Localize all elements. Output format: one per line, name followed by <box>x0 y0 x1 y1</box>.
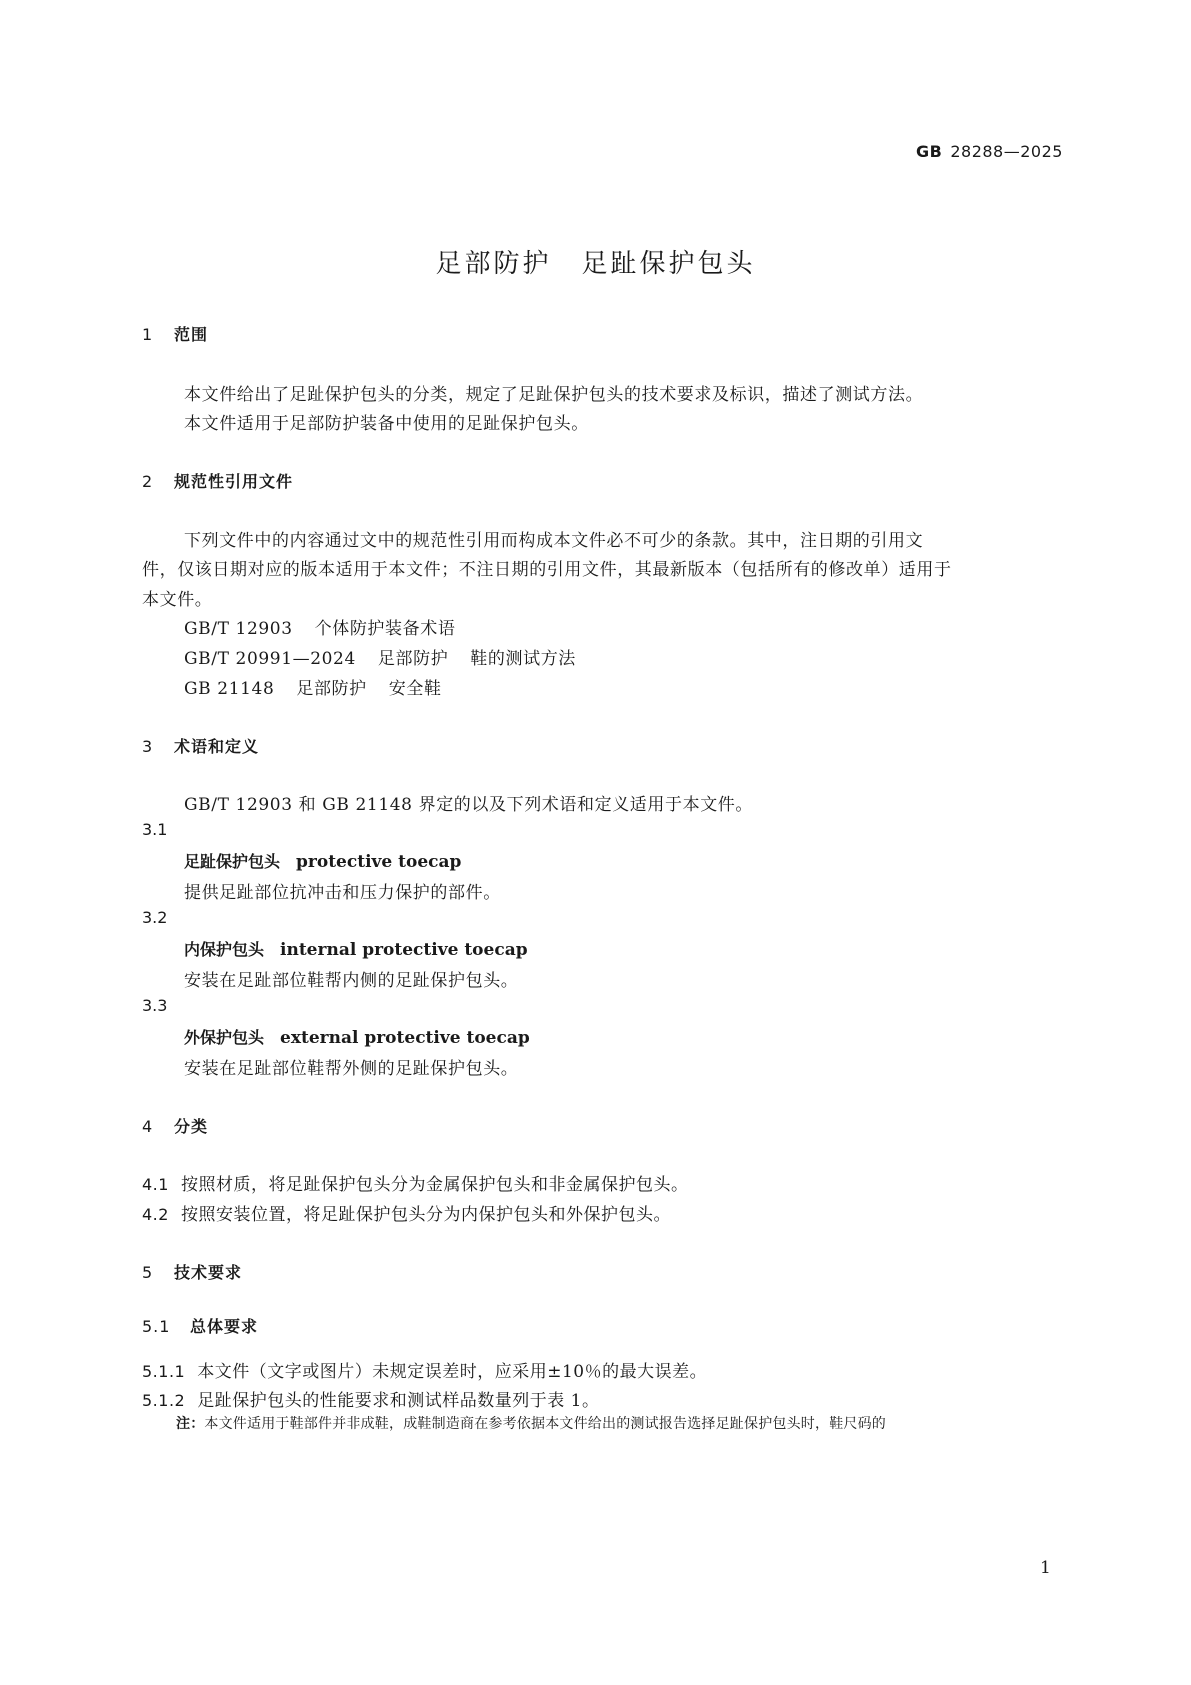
section-2-paragraph-line1: 下列文件中的内容通过文中的规范性引用而构成本文件必不可少的条款。其中，注日期的引用文 <box>184 531 924 551</box>
reference-code: GB 21148 <box>184 679 275 699</box>
clause-text: 按照安装位置，将足趾保护包头分为内保护包头和外保护包头。 <box>180 1205 671 1225</box>
clause-number: 4.1 <box>142 1175 169 1194</box>
reference-code: GB/T 20991—2024 <box>184 649 356 669</box>
clause-5-1-2 <box>142 1386 599 1411</box>
section-3-heading: 3 术语和定义 <box>142 737 260 756</box>
note-text: 本文件适用于鞋部件并非成鞋，成鞋制造商在参考依据本文件给出的测试报告选择足趾保护包头时，鞋尺码的 <box>204 1416 887 1432</box>
term-name-en: protective toecap <box>296 852 462 872</box>
term-name <box>184 1025 530 1048</box>
document-number <box>916 142 1063 161</box>
section-1-paragraph-1: 本文件给出了足趾保护包头的分类，规定了足趾保护包头的技术要求及标识，描述了测试方法。 <box>184 385 924 405</box>
term-name <box>184 937 528 960</box>
term-definition: 安装在足趾部位鞋帮外侧的足趾保护包头。 <box>184 1059 519 1079</box>
term-name-en: internal protective toecap <box>280 940 528 960</box>
term-definition: 提供足趾部位抗冲击和压力保护的部件。 <box>184 883 501 903</box>
term-name-zh: 足趾保护包头 <box>184 852 281 871</box>
reference-title: 足部防护 <box>296 679 367 699</box>
section-2-paragraph-line3: 本文件。 <box>142 590 213 610</box>
reference-item <box>184 644 576 669</box>
clause-4-2 <box>142 1200 671 1225</box>
term-definition: 安装在足趾部位鞋帮内侧的足趾保护包头。 <box>184 971 519 991</box>
reference-title-2: 鞋的测试方法 <box>470 649 576 669</box>
page-title <box>0 243 1191 280</box>
title-part2: 足趾保护包头 <box>581 249 756 279</box>
clause-text: 本文件（文字或图片）未规定误差时，应采用±10％的最大误差。 <box>197 1362 708 1382</box>
reference-title: 足部防护 <box>377 649 449 669</box>
reference-item <box>184 674 442 699</box>
term-name-zh: 外保护包头 <box>184 1028 265 1047</box>
clause-number: 5.1.1 <box>142 1362 186 1381</box>
clause-text: 按照材质，将足趾保护包头分为金属保护包头和非金属保护包头。 <box>180 1175 689 1195</box>
clause-number: 5.1.2 <box>142 1391 186 1410</box>
section-2-paragraph-line2: 件，仅该日期对应的版本适用于本文件；不注日期的引用文件，其最新版本（包括所有的修改单）适用于 <box>142 560 952 580</box>
section-4-heading: 4 分类 <box>142 1117 209 1136</box>
clause-5-1-1 <box>142 1357 707 1382</box>
section-2-heading: 2 规范性引用文件 <box>142 472 294 491</box>
reference-item <box>184 614 455 639</box>
clause-4-1 <box>142 1170 688 1195</box>
doc-prefix: GB <box>916 142 943 161</box>
section-3-intro: GB/T 12903 和 GB 21148 界定的以及下列术语和定义适用于本文件。 <box>184 795 753 815</box>
term-number: 3.1 <box>142 820 168 839</box>
clause-number: 4.2 <box>142 1205 169 1224</box>
clause-text: 足趾保护包头的性能要求和测试样品数量列于表 1。 <box>197 1391 600 1411</box>
reference-code: GB/T 12903 <box>184 619 293 639</box>
reference-title: 个体防护装备术语 <box>314 619 456 639</box>
page-number: 1 <box>1040 1558 1051 1578</box>
term-number: 3.2 <box>142 908 168 927</box>
title-part1: 足部防护 <box>435 249 552 279</box>
term-name-zh: 内保护包头 <box>184 940 265 959</box>
term-number: 3.3 <box>142 996 168 1015</box>
term-name-en: external protective toecap <box>280 1028 530 1048</box>
section-1-heading: 1 范围 <box>142 325 209 344</box>
section-5-heading: 5 技术要求 <box>142 1263 243 1282</box>
reference-title-2: 安全鞋 <box>388 679 442 699</box>
doc-number: 28288—2025 <box>950 142 1063 161</box>
note-label: 注： <box>176 1416 205 1432</box>
term-name <box>184 849 461 872</box>
section-1-paragraph-2: 本文件适用于足部防护装备中使用的足趾保护包头。 <box>184 414 589 434</box>
note <box>176 1413 886 1433</box>
subsection-5-1-heading: 5.1 总体要求 <box>142 1317 259 1336</box>
